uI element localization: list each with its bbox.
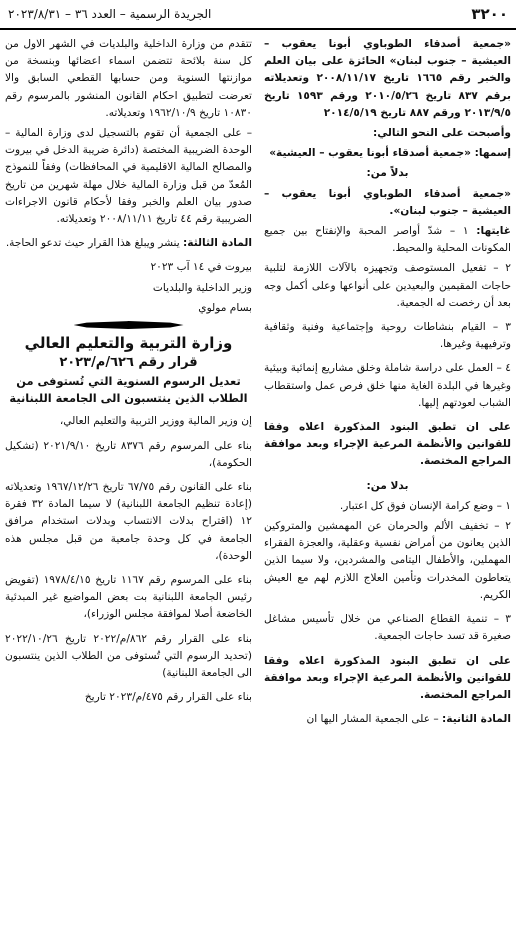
- goals-label: غايتها:: [476, 225, 511, 238]
- preamble-law-67-75: بناء على القانون رقم ٦٧/٧٥ تاريخ ١٩٦٧/١٢/٢٦ وتعديلاته (إعادة تنظيم الجامعة اللبنانية) لا سيما المادة ٣٢ فقرة ١٢ (اقتراح بدلات الانتساب وبدلات استخدام مرافق الجامعة في كل وحدة جامعية من قبل مجلس هذه الوحدة)،: [5, 481, 252, 562]
- conditions-paragraph-2: على ان تطبق البنود المذكورة اعلاه وفقا للقوانين والأنظمة المرعية الإجراء وبعد موافقة المراجع المختصة.: [264, 654, 511, 701]
- preamble-decree-1167: بناء على المرسوم رقم ١١٦٧ تاريخ ١٩٧٨/٤/١٥ (تفويض رئيس الجامعة اللبنانية بت بعض المواضيع غير المبدئية الخاضعة أصلا لموافقة مجلس الوزراء)،: [5, 574, 252, 621]
- new-name: إسمها: «جمعية أصدقاء أبونا يعقوب – العيشية»: [269, 147, 511, 160]
- old-name: «جمعية أصدقاء الطوباوي أبونا يعقوب – العيشية – جنوب لبنان».: [264, 187, 511, 217]
- ministry-heading: وزارة التربية والتعليم العالي: [24, 334, 233, 353]
- preamble-ministers: إن وزير المالية ووزير التربية والتعليم العالي،: [59, 415, 252, 428]
- article-two: [264, 711, 511, 728]
- instead-of-heading: بدلاً من:: [366, 167, 409, 180]
- old-goal-2: ٢ – تخفيف الألم والحرمان عن المهمشين والمتروكين الذين يعانون من أمراض نفسية وعقلية، والعجزة الفقراء المهملين، والأطفال اليتامى والمشردين، ولا سيما الذين يتعاطون المخدرات وتأمين العلاج اللازم لهم مع العيش الكريم.: [264, 520, 511, 601]
- preamble-decision-862: بناء على القرار رقم ٨٦٢/م/٢٠٢٢ تاريخ ٢٠٢٢/١٠/٢٦ (تحديد الرسوم التي تُستوفى من الطلاب الذين ينتسبون الى الجامعة اللبنانية): [5, 632, 252, 680]
- decree-title: تعديل الرسوم السنوية التي تُستوفى من الطلاب الذين ينتسبون الى الجامعة اللبنانية: [9, 374, 248, 406]
- old-goal-3: ٣ – تنمية القطاع الصناعي من خلال تأسيس مشاغل صغيرة قد تسد حاجات الجمعية.: [264, 613, 511, 643]
- preamble-decision-475: بناء على القرار رقم ٤٧٥/م/٢٠٢٣ تاريخ: [84, 691, 252, 704]
- instead-of-heading-2: بدلا من:: [366, 479, 409, 492]
- signature-date: بيروت في ١٤ آب ٢٠٢٣: [150, 261, 252, 274]
- left-column: [5, 36, 252, 928]
- article-two-text: – على الجمعية المشار اليها ان: [306, 713, 443, 726]
- article-three: [5, 235, 252, 252]
- membership-paragraph: تتقدم من وزارة الداخلية والبلديات في الشهر الاول من كل سنة بلائحة تتضمن اسماء اعضائها وبنسخة من موازنتها السنوية ومن حسابها القطعي السابق والا تعرضت لتطبيق احكام القانون المنشور بالمرسوم رقم ١٠٨٣٠ تاريخ ١٩٦٢/١٠/٩ وتعديلاته.: [5, 38, 252, 119]
- became-heading: وأصبحت على النحو التالي:: [372, 127, 511, 140]
- page-header: [0, 0, 516, 30]
- association-name-old: [264, 36, 511, 122]
- section-separator: [5, 321, 252, 329]
- running-title: الجريدة الرسمية – العدد ٣٦ – ٢٠٢٣/٨/٣١: [8, 7, 212, 21]
- signature-title: وزير الداخلية والبلديات: [152, 281, 252, 294]
- conditions-paragraph: على ان تطبق البنود المذكورة اعلاه وفقا للقوانين والأنظمة المرعية الإجراء وبعد موافقة المراجع المختصة.: [264, 421, 511, 468]
- goals-paragraph: [264, 223, 511, 257]
- goal-3: ٣ – القيام بنشاطات روحية وإجتماعية وفنية وثقافية وترفيهية وغيرها.: [264, 321, 511, 351]
- goal-4: ٤ – العمل على دراسة شاملة وخلق مشاريع إنمائية وبيئية وغيرها في البلدة الغاية منها خلق فرص عمل واستقطاب الشباب لعودتهم إليها.: [264, 362, 511, 409]
- tax-registration-paragraph: – على الجمعية أن تقوم بالتسجيل لدى وزارة المالية – الوحدة الضريبية المختصة (دائرة ضريبة الدخل في بيروت والمصالح المالية الاقليمية في المحافظات) وفقاً للنموذج المُعدّ من قبل وزارة المالية خلال مهلة شهرين من تاريخ صدور بيان العلم والخبر وفقا لأحكام قانون الاجراءات الضريبية رقم ٤٤ تاريخ ٢٠٠٨/١١/١١ وتعديلاته.: [5, 127, 252, 226]
- article-three-label: المادة الثالثة:: [183, 237, 252, 250]
- decree-number: قرار رقم ٦٢٦/م/٢٠٢٣: [59, 355, 198, 371]
- goal-2: ٢ – تفعيل المستوصف وتجهيزه بالآلات اللازمة لتلبية حاجات المقيمين والبعيدين على أنواعها وعلى أكمل وجه بعد أن رخصت له الجمعية.: [264, 262, 511, 309]
- goal-1: ١ – شدّ أواصر المحبة والإنفتاح بين جميع المكونات المحلية والمحيط.: [264, 225, 511, 255]
- paragraph-text: «جمعية أصدقاء الطوباوي أبونا يعقوب – العيشية – جنوب لبنان» الحائزة على بيان العلم والخبر رقم ١٦٦٥ تاريخ ٢٠٠٨/١١/١٧ وتعديلاته برقم ٨٣٧ تاريخ ٢٠١٠/٥/٢٦ ورقم ١٥٩٣ تاريخ ٢٠١٣/٩/٥ ورقم ٨٨٧ تاريخ ٢٠١٤/٥/١٩: [264, 38, 511, 119]
- separator-ornament: [74, 321, 184, 329]
- preamble-decree-8376: بناء على المرسوم رقم ٨٣٧٦ تاريخ ٢٠٢١/٩/١٠ (تشكيل الحكومة)،: [5, 439, 252, 469]
- signature-name: بسام مولوي: [198, 301, 252, 314]
- old-goal-1: ١ – وضع كرامة الإنسان فوق كل اعتبار.: [339, 499, 511, 512]
- article-three-text: ينشر ويبلغ هذا القرار حيث تدعو الحاجة.: [5, 237, 184, 250]
- right-column: [264, 36, 511, 928]
- article-two-label: المادة الثانية:: [442, 713, 511, 726]
- page-number: ٣٢٠٠: [471, 5, 508, 23]
